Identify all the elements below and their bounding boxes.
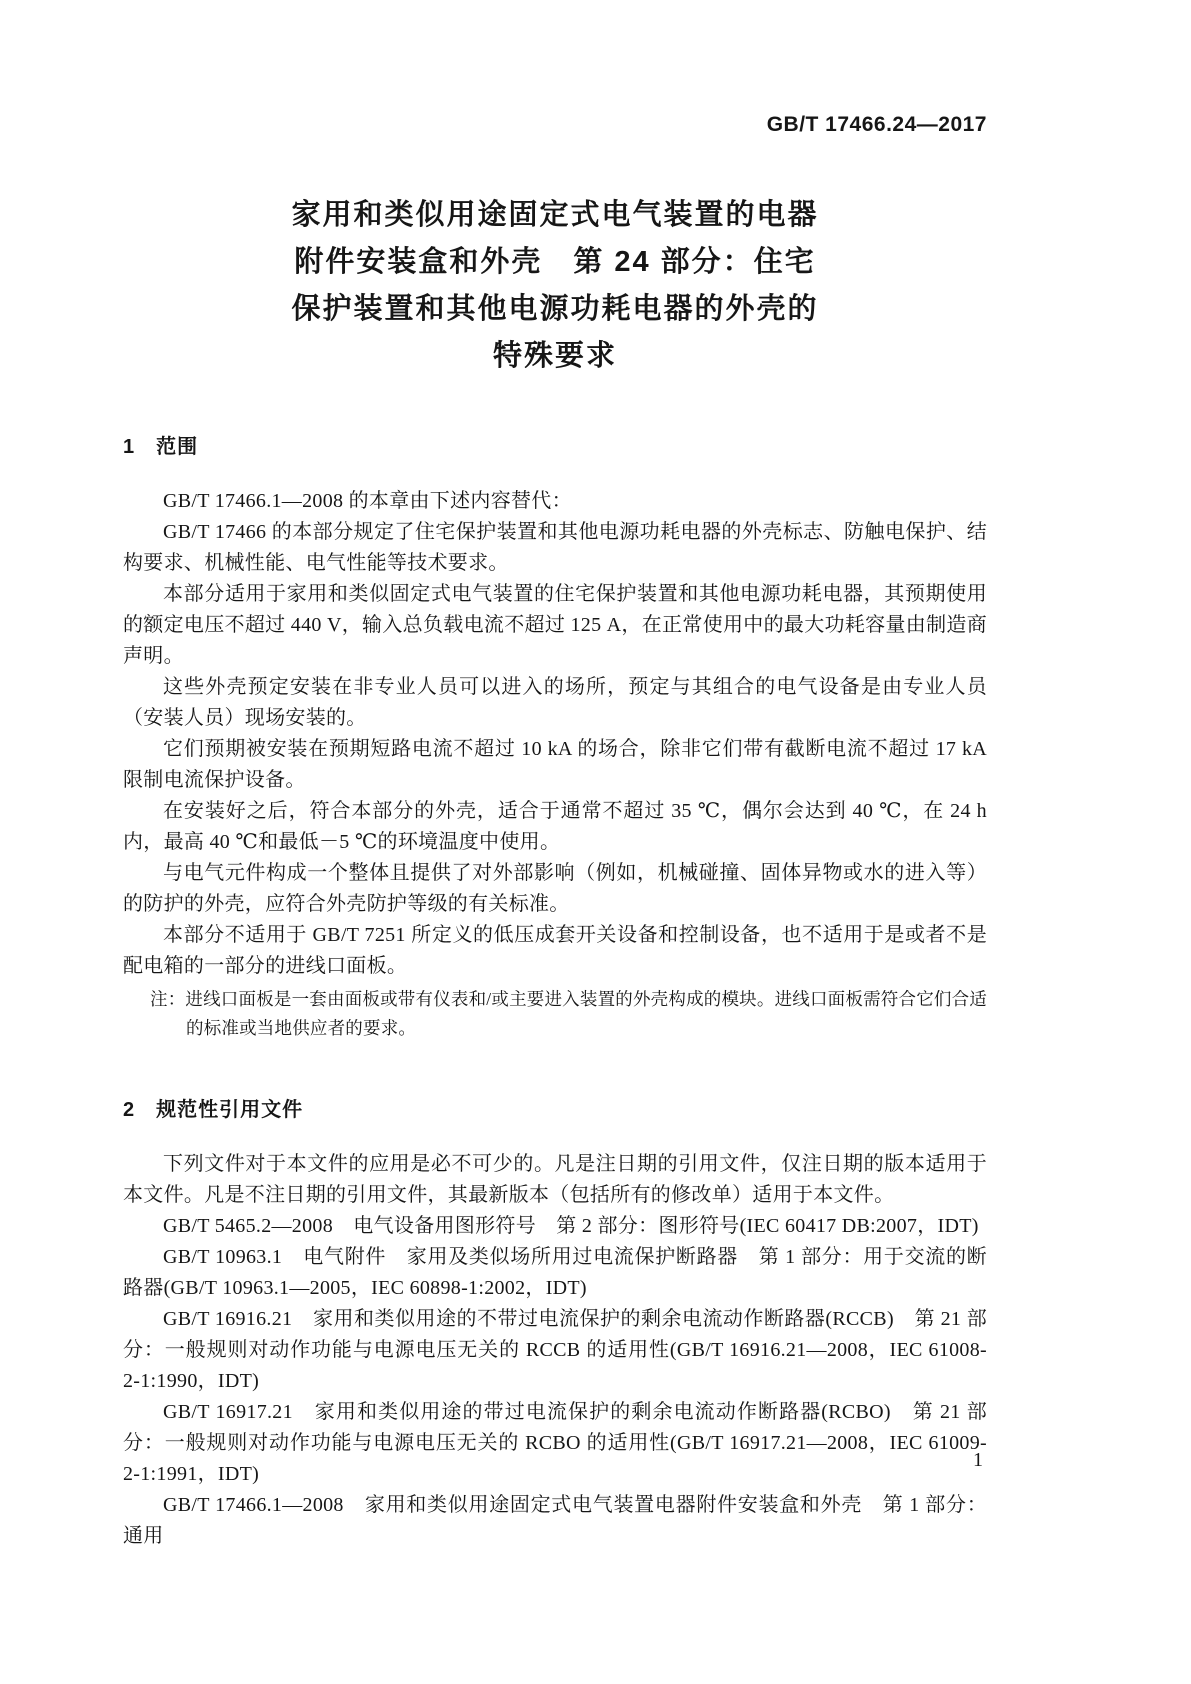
body-paragraph: GB/T 16916.21 家用和类似用途的不带过电流保护的剩余电流动作断路器(RCCB) 第 21 部分：一般规则对动作功能与电源电压无关的 RCCB 的适用性(GB/T 16916.21—2008，IEC 61008-2-1:1990，IDT) [123,1308,987,1392]
body-paragraph: 在安装好之后，符合本部分的外壳，适合于通常不超过 35 ℃，偶尔会达到 40 ℃，在 24 h 内，最高 40 ℃和最低－5 ℃的环境温度中使用。 [123,800,987,853]
document-title-line: 附件安装盒和外壳 第 24 部分：住宅 [294,246,816,278]
body-paragraph: 本部分不适用于 GB/T 7251 所定义的低压成套开关设备和控制设备，也不适用于是或者不是配电箱的一部分的进线口面板。 [123,924,987,977]
document-body [123,434,987,1552]
section-heading: 1 范围 [123,436,199,458]
body-paragraph: 它们预期被安装在预期短路电流不超过 10 kA 的场合，除非它们带有截断电流不超过 17 kA 限制电流保护设备。 [123,738,987,791]
section-heading: 2 规范性引用文件 [123,1099,304,1121]
body-paragraph: GB/T 16917.21 家用和类似用途的带过电流保护的剩余电流动作断路器(RCBO) 第 21 部分：一般规则对动作功能与电源电压无关的 RCBO 的适用性(GB/T 16917.21—2008，IEC 61009-2-1:1991，IDT) [123,1401,987,1485]
body-paragraph: GB/T 17466 的本部分规定了住宅保护装置和其他电源功耗电器的外壳标志、防触电保护、结构要求、机械性能、电气性能等技术要求。 [123,521,987,574]
body-paragraph: 下列文件对于本文件的应用是必不可少的。凡是注日期的引用文件，仅注日期的版本适用于本文件。凡是不注日期的引用文件，其最新版本（包括所有的修改单）适用于本文件。 [123,1153,987,1206]
body-paragraph: GB/T 17466.1—2008 家用和类似用途固定式电气装置电器附件安装盒和外壳 第 1 部分：通用 [123,1494,987,1547]
body-paragraph: 这些外壳预定安装在非专业人员可以进入的场所，预定与其组合的电气设备是由专业人员（安装人员）现场安装的。 [123,676,987,729]
body-paragraph: GB/T 17466.1—2008 的本章由下述内容替代： [163,490,572,512]
document-title-line: 保护装置和其他电源功耗电器的外壳的 [291,293,819,325]
body-paragraph: GB/T 5465.2—2008 电气设备用图形符号 第 2 部分：图形符号(IEC 60417 DB:2007，IDT) [163,1215,979,1237]
document-title-line: 家用和类似用途固定式电气装置的电器 [291,199,819,231]
document-title-line: 特殊要求 [492,340,617,372]
body-paragraph: 本部分适用于家用和类似固定式电气装置的住宅保护装置和其他电源功耗电器，其预期使用的额定电压不超过 440 V，输入总负载电流不超过 125 A，在正常使用中的最大功耗容量由制造商声明。 [123,583,987,667]
note-paragraph: 注：进线口面板是一套由面板或带有仪表和/或主要进入装置的外壳构成的模块。进线口面板需符合它们合适的标准或当地供应者的要求。 [150,989,987,1038]
body-paragraph: 与电气元件构成一个整体且提供了对外部影响（例如，机械碰撞、固体异物或水的进入等）的防护的外壳，应符合外壳防护等级的有关标准。 [123,862,987,915]
standard-number: GB/T 17466.24—2017 [766,113,987,136]
page-number: 1 [973,1449,983,1471]
document-title [123,192,987,380]
body-paragraph: GB/T 10963.1 电气附件 家用及类似场所用过电流保护断路器 第 1 部分：用于交流的断路器(GB/T 10963.1—2005，IEC 60898-1:2002，IDT) [123,1246,987,1299]
